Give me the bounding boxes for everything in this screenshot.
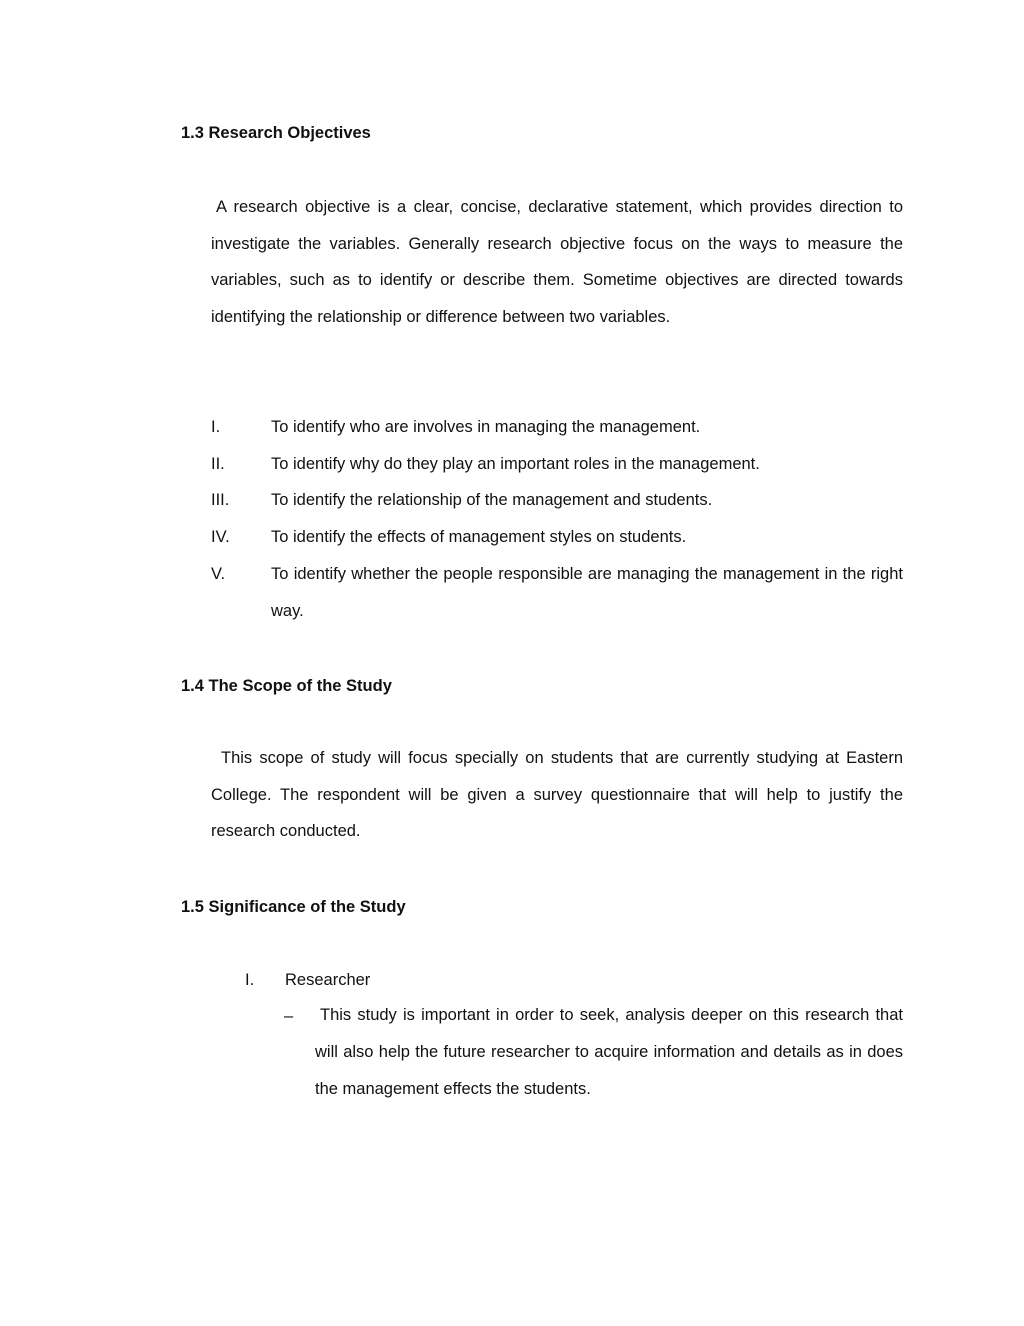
objective-text: To identify who are involves in managing the management.	[271, 418, 701, 436]
objective-item	[211, 556, 903, 629]
significance-label: Researcher	[285, 971, 371, 989]
objective-text: To identify why do they play an important roles in the management.	[271, 454, 760, 473]
objective-item	[211, 482, 903, 519]
significance-text: This study is important in order to seek, analysis deeper on this research that will also help the future researcher to acquire information and details as in does the management effects the students.	[315, 1006, 903, 1098]
objective-numeral: I.	[211, 418, 221, 436]
section-1-3-heading: 1.3 Research Objectives	[181, 124, 371, 142]
objective-numeral: III.	[211, 491, 230, 510]
research-objective-paragraph: A research objective is a clear, concise, declarative statement, which provides direction to investigate the variables. Generally research objective focus on the ways to measure the variables, such as to identify or describe them. Sometime objectives are directed towards identifying the relationship or difference between two variables.	[211, 198, 903, 327]
objective-item	[211, 519, 903, 556]
significance-numeral: I.	[245, 971, 255, 989]
section-1-4-heading: 1.4 The Scope of the Study	[181, 677, 392, 695]
objective-item	[211, 409, 903, 446]
objective-numeral: II.	[211, 454, 225, 473]
objective-numeral: IV.	[211, 528, 230, 547]
section-1-5-heading: 1.5 Significance of the Study	[181, 898, 406, 916]
objective-text: To identify the effects of management styles on students.	[271, 528, 687, 547]
objectives-list	[211, 409, 903, 629]
dash-bullet: –	[284, 1007, 294, 1025]
objective-numeral: V.	[211, 564, 226, 583]
scope-paragraph: This scope of study will focus specially on students that are currently studying at Eastern College. The respondent will be given a survey questionnaire that will help to justify the research conducted.	[211, 749, 903, 841]
objective-text: To identify the relationship of the management and students.	[271, 491, 713, 510]
objective-item	[211, 446, 903, 483]
objective-text: To identify whether the people responsible are managing the management in the right way.	[271, 564, 903, 620]
